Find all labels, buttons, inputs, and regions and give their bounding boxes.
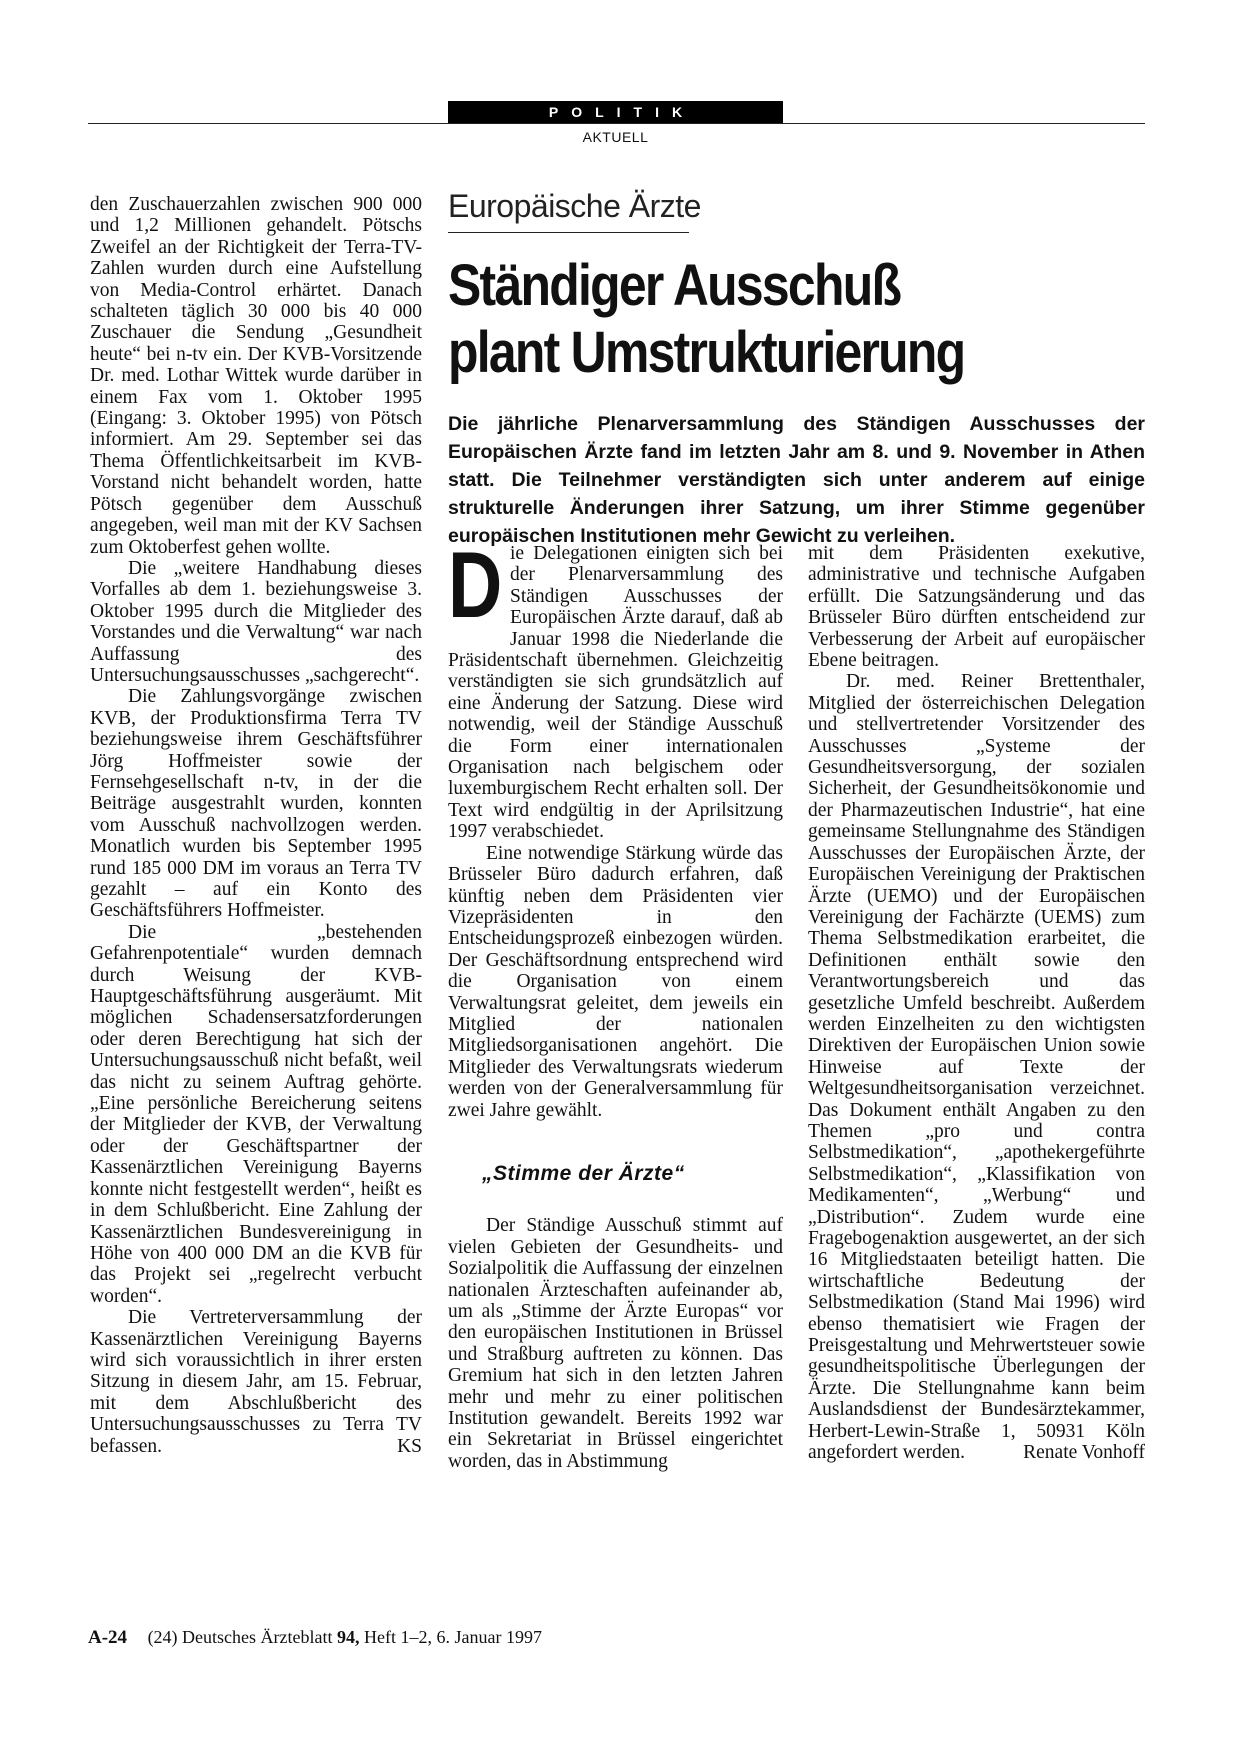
article-column-2	[448, 532, 783, 1472]
article-author: Renate Vonhoff	[1023, 1442, 1145, 1464]
kicker-rule	[448, 232, 689, 233]
page-footer	[88, 1627, 542, 1649]
article-paragraph: Eine notwendige Stärkung würde das Brüsseler Büro dadurch erfahren, daß künftig neben dem Präsidenten vier Vizepräsidenten in den Entscheidungsprozeß einbezogen würden. Der Geschäftsordnung entsprechend wird die Organisation von einem Verwaltungsrat geleitet, dem jeweils ein Mitglied der nationalen Mitgliedsorganisationen angehört. Die Mitglieder des Verwaltungsrats wiederum werden von der Generalversammlung für zwei Jahre gewählt.	[448, 842, 783, 1121]
left-paragraph: Die Zahlungsvorgänge zwischen KVB, der Produktionsfirma Terra TV beziehungsweise ihrem Geschäftsführer Jörg Hoffmeister sowie der Fernsehgesellschaft n-tv, in der die Beiträge ausgestrahlt wurden, konnten vom Ausschuß nachvollzogen werden. Monatlich wurden bis September 1995 rund 185 000 DM im voraus an Terra TV gezahlt – auf ein Konto des Geschäftsführers Hoffmeister.	[90, 686, 422, 922]
left-paragraph: Die „bestehenden Gefahrenpotentiale“ wurden demnach durch Weisung der KVB-Hauptgeschäftsführung ausgeräumt. Mit möglichen Schadensersatzforderungen oder deren Berechtigung hat sich der Untersuchungsausschuß nicht befaßt, weil das nicht zu seinem Auftrag gehörte. „Eine persönliche Bereicherung seitens der Mitglieder der KVB, der Verwaltung oder der Geschäftspartner der Kassenärztlichen Vereinigung Bayerns konnte nicht festgestellt werden“, heißt es in dem Schlußbericht. Eine Zahlung der Kassenärztlichen Bundesvereinigung in Höhe von 400 000 DM an die KVB für das Projekt sei „regelrecht verbucht worden“.	[90, 921, 422, 1307]
section-label: POLITIK	[448, 101, 783, 123]
article-paragraph-text: ie Delegationen einigten sich bei der Plenarversammlung des Ständigen Ausschusses der Europäischen Ärzte darauf, daß ab Januar 1998 die Niederlande die Präsidentschaft übernehmen. Gleichzeitig verständigten sie sich grundsätzlich auf eine Änderung der Satzung. Diese wird notwendig, weil der Ständige Ausschuß die Form einer internationalen Organisation nach belgischem oder luxemburgischem Recht erhalten soll. Der Text wird endgültig in der Aprilsitzung 1997 verabschiedet.	[448, 543, 783, 843]
article-lead: Die jährliche Plenarversammlung des Ständigen Ausschusses der Europäischen Ärzte fand im letzten Jahr am 8. und 9. November in Athen statt. Die Teilnehmer verständigten sich unter anderem auf einige strukturelle Änderungen ihrer Satzung, um ihrer Stimme gegenüber europäischen Institutionen mehr Gewicht zu verleihen.	[448, 413, 1145, 547]
article-paragraph-text: Dr. med. Reiner Brettenthaler, Mitglied der österreichischen Delegation und stellvertretender Vorsitzender des Ausschusses „Systeme der Gesundheitsversorgung, der sozialen Sicherheit, der Gesundheitsökonomie und der Pharmazeutischen Industrie“, hat eine gemeinsame Stellungnahme des Ständigen Ausschusses der Europäischen Ärzte, der Europäischen Vereinigung der Praktischen Ärzte (UEMO) und der Europäischen Vereinigung der Fachärzte (UEMS) zum Thema Selbstmedikation erarbeitet, die Definitionen enthält sowie den Verantwortungsbereich und das gesetzliche Umfeld beschreibt. Außerdem werden Einzelheiten zu den wichtigsten Direktiven der Europäischen Union sowie Hinweise auf Texte der Weltgesundheitsorganisation verzeichnet. Das Dokument enthält Angaben zu den Themen „pro und contra Selbstmedikation“, „apothekergeführte Selbstmedikation“, „Klassifikation von Medikamenten“, „Werbung“ und „Distribution“. Zudem wurde eine Fragebogenaktion ausgewertet, an der sich 16 Mitgliedstaaten beteiligt hatten. Die wirtschaftliche Bedeutung der Selbstmedikation (Stand Mai 1996) wird ebenso thematisiert wie Fragen der Preisgestaltung und Mehrwertsteuer sowie gesundheitspolitische Überlegungen der Ärzte. Die Stellungnahme kann beim Auslandsdienst der Bundesärztekammer, Herbert-Lewin-Straße 1, 50931 Köln angefordert werden.	[808, 671, 1145, 1464]
left-author: KS	[397, 1435, 422, 1457]
article-kicker: Europäische Ärzte	[448, 188, 701, 224]
subsection-label: AKTUELL	[582, 129, 649, 145]
left-column	[90, 194, 422, 1457]
left-paragraph: den Zuschauerzahlen zwischen 900 000 und 1,2 Millionen gehandelt. Pötschs Zweifel an der Richtigkeit der Terra-TV-Zahlen wurden durch eine Aufstellung von Media-Control erhärtet. Danach schalteten täglich 30 000 bis 40 000 Zuschauer die Sendung „Gesundheit heute“ bei n-tv ein. Der KVB-Vorsitzende Dr. med. Lothar Wittek wurde darüber in einem Fax vom 1. Oktober 1995 (Eingang: 3. Oktober 1995) von Pötsch informiert. Am 29. September sei das Thema Öffentlichkeitsarbeit im KVB-Vorstand nicht behandelt worden, hatte Pötsch gegenüber dem Ausschuß angegeben, weil man mit der KV Sachsen zum Oktoberfest gehen wollte.	[90, 194, 422, 558]
article-column-3	[808, 543, 1145, 1463]
drop-cap: D	[448, 532, 503, 637]
article-paragraph-last	[808, 671, 1145, 1463]
header-rule	[88, 123, 1145, 124]
article-paragraph: mit dem Präsidenten exekutive, administrative und technische Aufgaben erfüllt. Die Satzungsänderung und das Brüsseler Büro dürften entscheidend zur Verbesserung der Arbeit auf europäischer Ebene beitragen.	[808, 543, 1145, 672]
left-paragraph: Die „weitere Handhabung dieses Vorfalles ab dem 1. beziehungsweise 3. Oktober 1995 durch die Mitglieder des Vorstandes und die Verwaltung“ war nach Auffassung des Untersuchungsausschusses „sachgerecht“.	[90, 557, 422, 686]
citation-suffix: Heft 1–2, 6. Januar 1997	[364, 1627, 542, 1647]
left-paragraph-last	[90, 1307, 422, 1457]
citation-prefix: (24) Deutsches Ärzteblatt	[147, 1627, 333, 1647]
article-headline	[448, 252, 1050, 386]
headline-line: Ständiger Ausschuß	[448, 253, 901, 318]
article-paragraph	[448, 532, 783, 843]
left-paragraph: Die Vertreterversammlung der Kassenärztlichen Vereinigung Bayerns wird sich voraussichtlich in ihrer ersten Sitzung in diesem Jahr, am 15. Februar, mit dem Abschlußbericht des Untersuchungsausschusses zu Terra TV befassen.	[90, 1307, 422, 1457]
headline-line: plant Umstrukturierung	[448, 320, 965, 385]
page-number: A-24	[88, 1627, 128, 1648]
article-subhead: „Stimme der Ärzte“	[482, 1161, 685, 1185]
citation-volume: 94,	[337, 1627, 360, 1647]
article-paragraph: Der Ständige Ausschuß stimmt auf vielen Gebieten der Gesundheits- und Sozialpolitik die Auffassung der einzelnen nationalen Ärzteschaften aufeinander ab, um als „Stimme der Ärzte Europas“ vor den europäischen Institutionen in Brüssel und Straßburg auftreten zu können. Das Gremium hat sich in den letzten Jahren mehr und mehr zu einer politischen Institution gewandelt. Bereits 1992 war ein Sekretariat in Brüssel eingerichtet worden, das in Abstimmung	[448, 1215, 783, 1472]
